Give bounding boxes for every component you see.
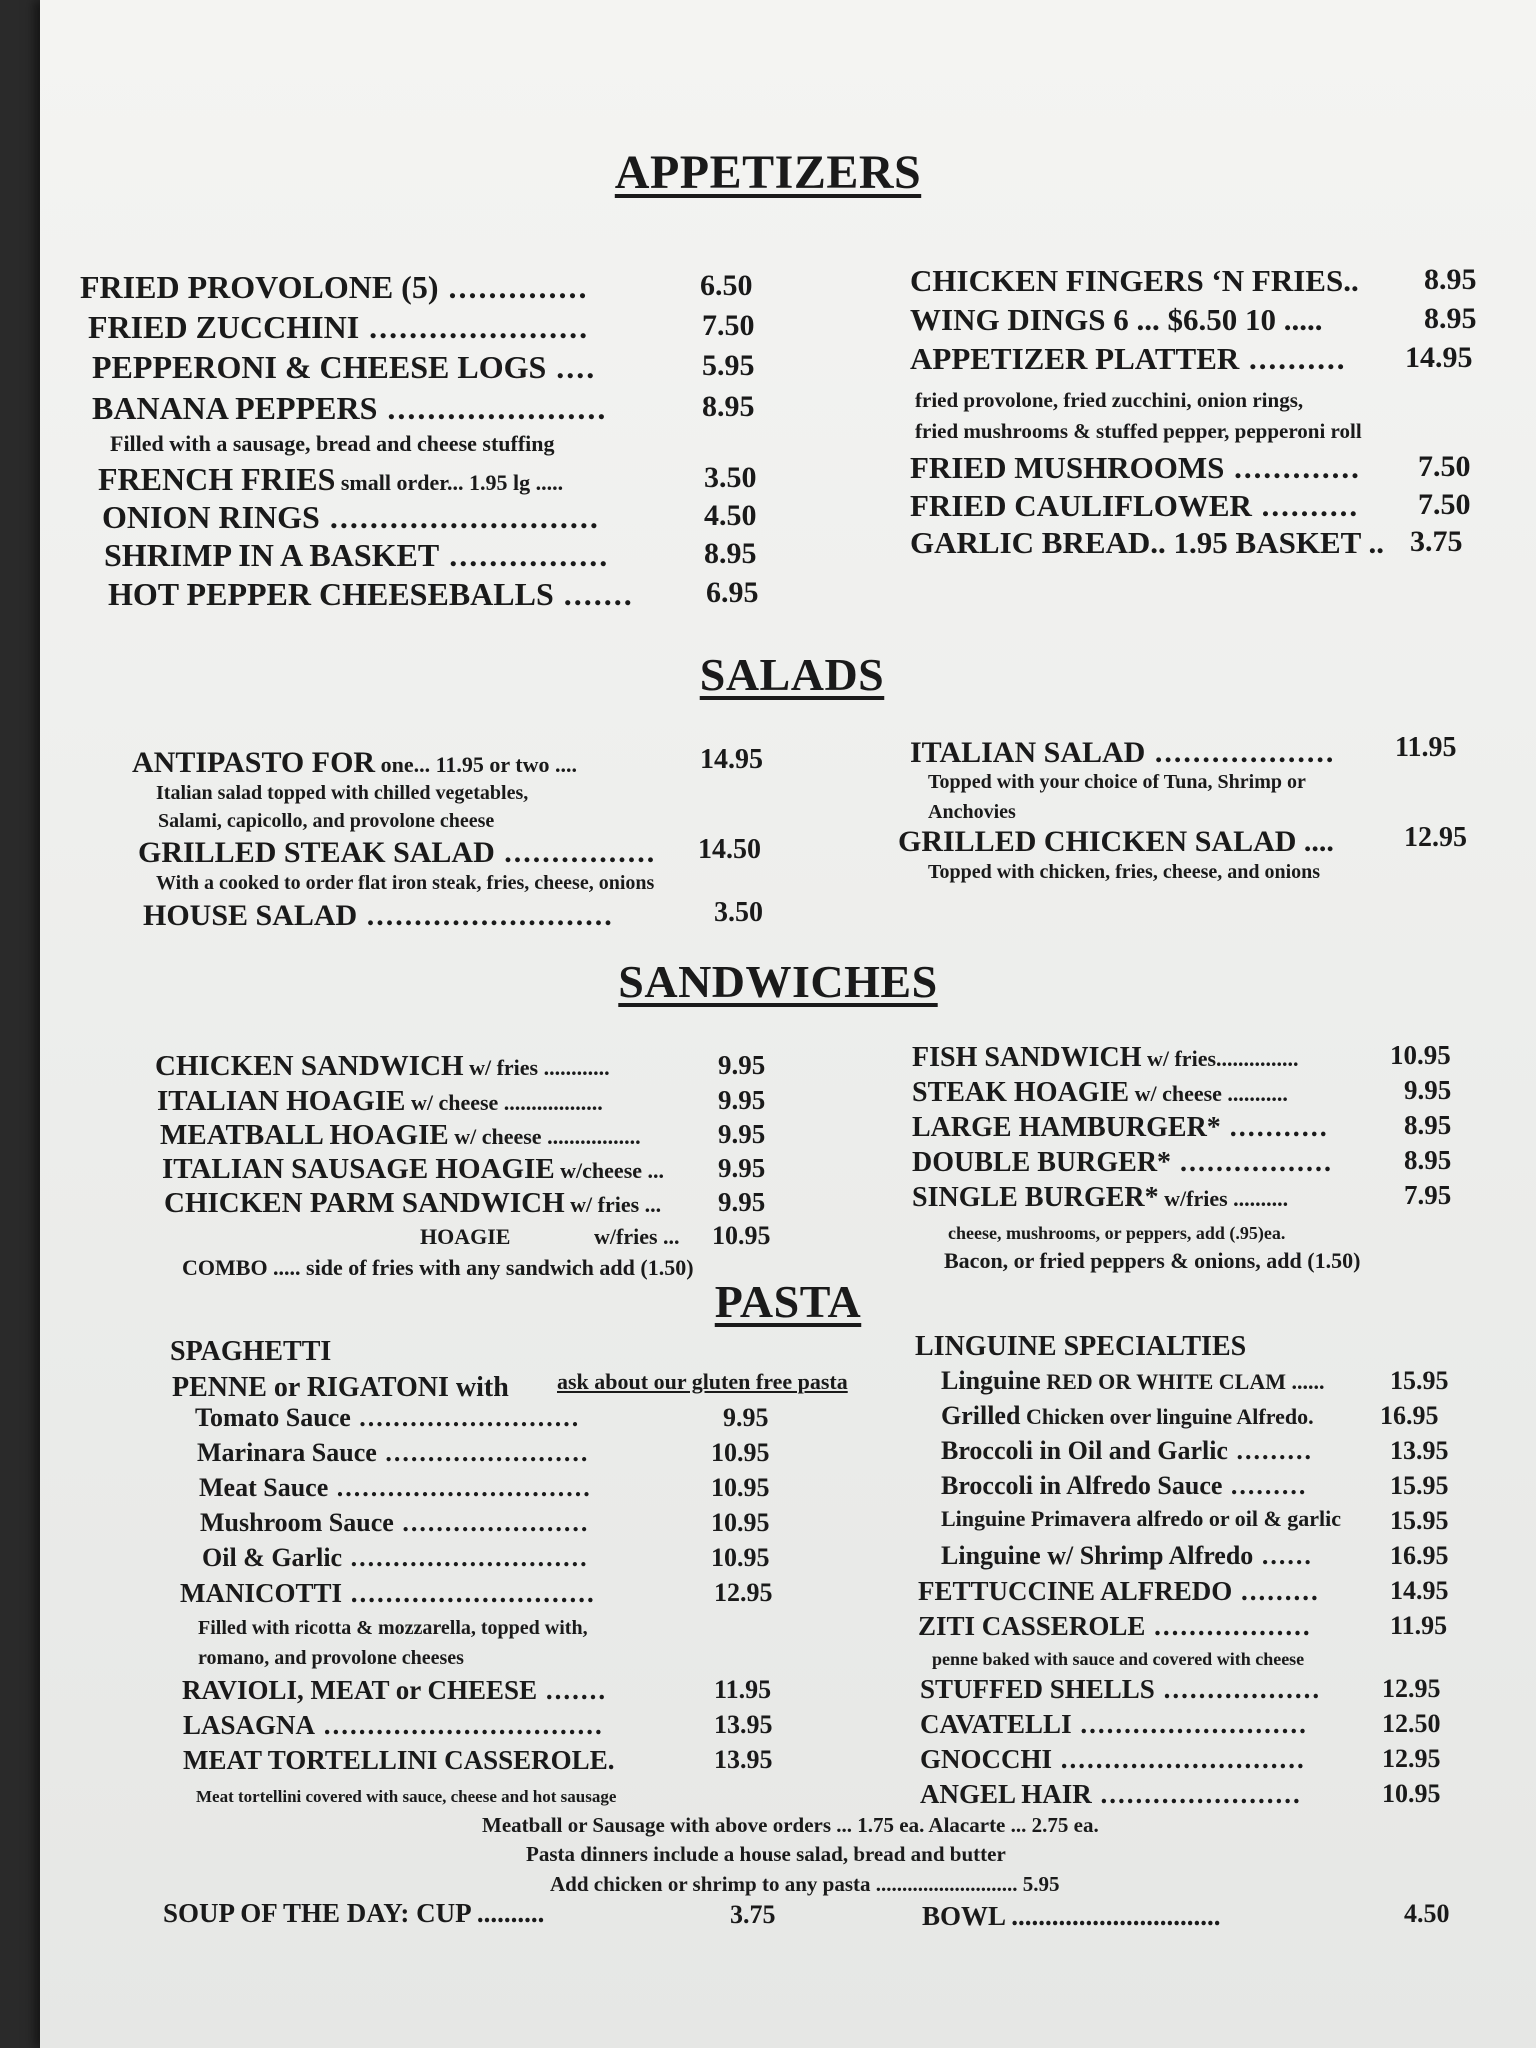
leader-dots: ...... bbox=[1253, 1541, 1313, 1570]
leader-dots: ............................ bbox=[1052, 1744, 1306, 1774]
appetizer-price: 7.50 bbox=[1418, 488, 1471, 521]
pasta-price: 12.95 bbox=[1382, 1674, 1441, 1703]
sandwich-item bbox=[160, 1121, 641, 1150]
sandwich-price: 7.95 bbox=[1404, 1180, 1452, 1210]
item-name: Meat Sauce bbox=[199, 1473, 329, 1502]
salad-desc: Salami, capicollo, and provolone cheese bbox=[158, 810, 495, 832]
sandwich-item bbox=[155, 1052, 610, 1081]
salad-item bbox=[138, 838, 656, 868]
appetizer-price: 8.95 bbox=[702, 390, 755, 423]
pasta-price: 12.50 bbox=[1382, 1709, 1441, 1738]
item-name: ITALIAN SAUSAGE HOAGIE bbox=[162, 1153, 555, 1185]
item-name: STEAK HOAGIE bbox=[912, 1077, 1130, 1108]
item-name: ANGEL HAIR bbox=[920, 1779, 1092, 1809]
item-note: w/ cheese ........... bbox=[1129, 1081, 1288, 1106]
leader-dots: ...................... bbox=[359, 309, 590, 345]
appetizer-item bbox=[102, 501, 600, 533]
item-name: CHICKEN PARM SANDWICH bbox=[164, 1187, 565, 1219]
leader-dots: ................ bbox=[494, 836, 657, 869]
appetizer-item bbox=[88, 311, 589, 343]
salad-desc: Anchovies bbox=[928, 801, 1016, 823]
appetizer-desc: Filled with a sausage, bread and cheese stuffing bbox=[110, 431, 555, 456]
pasta-price: 15.95 bbox=[1390, 1506, 1449, 1535]
pasta-price: 13.95 bbox=[1390, 1436, 1449, 1465]
item-note: w/ cheese .................. bbox=[405, 1090, 603, 1115]
sandwich-item bbox=[164, 1189, 661, 1218]
appetizer-desc: fried mushrooms & stuffed pepper, pepperoni roll bbox=[915, 419, 1362, 443]
pasta-item bbox=[920, 1781, 1302, 1808]
leader-dots: ...................... bbox=[393, 1508, 590, 1537]
appetizers-heading: APPETIZERS bbox=[614, 146, 922, 199]
appetizer-price: 8.95 bbox=[704, 537, 757, 570]
sandwich-price: 9.95 bbox=[718, 1153, 766, 1183]
item-name: SINGLE BURGER* bbox=[912, 1182, 1159, 1213]
leader-dots: ....................... bbox=[1091, 1779, 1302, 1809]
item-note: alfredo or oil & garlic bbox=[1131, 1506, 1342, 1531]
appetizer-item bbox=[80, 271, 588, 303]
pasta-heading: PASTA bbox=[714, 1276, 862, 1327]
appetizer-item bbox=[108, 578, 634, 610]
item-name: CHICKEN FINGERS ‘N FRIES.. bbox=[910, 263, 1359, 298]
appetizer-price: 6.95 bbox=[706, 576, 759, 609]
leader-dots: ............. bbox=[1224, 450, 1361, 485]
item-name: MANICOTTI bbox=[180, 1578, 343, 1608]
sandwich-price: 10.95 bbox=[1390, 1040, 1451, 1070]
appetizer-item bbox=[910, 265, 1359, 296]
leader-dots: ........................ bbox=[376, 1438, 590, 1467]
leader-dots: ................... bbox=[1145, 736, 1336, 769]
leader-dots: .............................. bbox=[328, 1473, 592, 1502]
pasta-item bbox=[182, 1677, 607, 1704]
item-name: Broccoli in Alfredo Sauce bbox=[941, 1471, 1223, 1500]
salad-item bbox=[910, 738, 1335, 768]
soup-bowl-price: 4.50 bbox=[1404, 1899, 1450, 1928]
item-name: DOUBLE BURGER* bbox=[912, 1147, 1172, 1178]
salad-item bbox=[898, 827, 1334, 857]
pasta-desc: Meat tortellini covered with sauce, cheese and hot sausage bbox=[196, 1787, 617, 1806]
pasta-item bbox=[920, 1746, 1306, 1773]
appetizer-price: 7.50 bbox=[702, 309, 755, 342]
leader-dots: ............................ bbox=[342, 1543, 589, 1572]
soup-bowl-label: BOWL ............................... bbox=[922, 1901, 1221, 1931]
soup-cup-price: 3.75 bbox=[730, 1900, 776, 1929]
leader-dots: ...................... bbox=[377, 390, 608, 426]
pasta-item bbox=[200, 1510, 589, 1536]
pasta-item bbox=[941, 1543, 1313, 1569]
pasta-desc: romano, and provolone cheeses bbox=[198, 1647, 464, 1669]
item-name: LASAGNA bbox=[183, 1710, 316, 1740]
sandwich-item bbox=[912, 1114, 1329, 1142]
salad-desc: Italian salad topped with chilled vegetables, bbox=[156, 782, 529, 804]
item-note: w/ cheese ................. bbox=[448, 1124, 641, 1149]
item-note: RED OR WHITE CLAM ...... bbox=[1040, 1369, 1325, 1394]
sandwich-price: 9.95 bbox=[718, 1050, 766, 1080]
leader-dots: .......................... bbox=[350, 1403, 581, 1432]
item-name: GRILLED STEAK SALAD bbox=[138, 836, 495, 869]
leader-dots: ........... bbox=[1220, 1112, 1329, 1143]
leader-dots: ............................ bbox=[342, 1578, 596, 1608]
sandwich-price: 9.95 bbox=[718, 1085, 766, 1115]
pasta-price: 15.95 bbox=[1390, 1366, 1449, 1395]
sandwich-price: 9.95 bbox=[718, 1187, 766, 1217]
salad-price: 12.95 bbox=[1404, 822, 1467, 853]
appetizer-item bbox=[910, 452, 1361, 483]
sandwich-price: 10.95 bbox=[712, 1221, 771, 1250]
item-note: w/ fries ... bbox=[564, 1192, 662, 1217]
pasta-item bbox=[920, 1676, 1321, 1703]
leader-dots: ......... bbox=[1222, 1471, 1308, 1500]
item-name: FRENCH FRIES bbox=[98, 461, 336, 497]
sandwich-item bbox=[912, 1149, 1333, 1177]
appetizer-price: 6.50 bbox=[700, 269, 753, 302]
item-name: BANANA PEPPERS bbox=[92, 390, 378, 426]
leader-dots: .......... bbox=[1239, 341, 1347, 376]
pasta-price: 13.95 bbox=[714, 1710, 773, 1739]
pasta-penne: PENNE or RIGATONI with bbox=[172, 1372, 509, 1403]
item-name: MEATBALL HOAGIE bbox=[160, 1119, 449, 1151]
appetizer-item bbox=[92, 392, 607, 424]
pasta-item bbox=[202, 1545, 589, 1571]
appetizer-price: 8.95 bbox=[1424, 302, 1477, 335]
pasta-desc: penne baked with sauce and covered with cheese bbox=[932, 1649, 1305, 1669]
item-name: FRIED PROVOLONE (5) bbox=[80, 269, 439, 305]
appetizer-desc: fried provolone, fried zucchini, onion rings, bbox=[915, 388, 1304, 412]
salad-desc: Topped with chicken, fries, cheese, and onions bbox=[928, 861, 1321, 883]
leader-dots: .................. bbox=[1154, 1674, 1322, 1704]
sandwich-item bbox=[912, 1184, 1288, 1212]
pasta-price: 13.95 bbox=[714, 1745, 773, 1774]
pasta-item bbox=[941, 1368, 1325, 1394]
leader-dots: .......... bbox=[1251, 488, 1360, 523]
leader-dots: .... bbox=[546, 349, 597, 385]
item-name: ZITI CASSEROLE bbox=[918, 1611, 1146, 1641]
pasta-price: 10.95 bbox=[711, 1543, 770, 1572]
pasta-item bbox=[918, 1578, 1320, 1605]
item-name: ITALIAN HOAGIE bbox=[157, 1085, 406, 1117]
item-name: STUFFED SHELLS bbox=[920, 1674, 1155, 1704]
leader-dots: .............. bbox=[438, 269, 589, 305]
appetizer-item bbox=[98, 463, 563, 495]
sandwich-hoagie-note: w/fries ... bbox=[594, 1224, 680, 1249]
sandwich-item bbox=[157, 1087, 603, 1116]
pasta-item bbox=[941, 1508, 1341, 1530]
appetizer-item bbox=[104, 539, 609, 571]
item-note: w/fries .......... bbox=[1158, 1186, 1289, 1211]
pasta-spaghetti: SPAGHETTI bbox=[170, 1336, 332, 1367]
item-name: Oil & Garlic bbox=[202, 1543, 343, 1572]
item-name: Broccoli in Oil and Garlic bbox=[941, 1436, 1228, 1465]
pasta-price: 16.95 bbox=[1390, 1541, 1449, 1570]
leader-dots: ................................ bbox=[315, 1710, 604, 1740]
linguine-title: LINGUINE SPECIALTIES bbox=[915, 1331, 1247, 1362]
pasta-item bbox=[199, 1475, 592, 1501]
sandwich-price: 8.95 bbox=[1404, 1145, 1452, 1175]
pasta-price: 16.95 bbox=[1380, 1401, 1439, 1430]
salad-desc: Topped with your choice of Tuna, Shrimp or bbox=[928, 771, 1306, 793]
pasta-item bbox=[180, 1580, 596, 1607]
pasta-item bbox=[183, 1712, 604, 1739]
item-name: Mushroom Sauce bbox=[200, 1508, 394, 1537]
pasta-item bbox=[183, 1747, 614, 1774]
pasta-price: 12.95 bbox=[1382, 1744, 1441, 1773]
item-note: Chicken over linguine Alfredo. bbox=[1020, 1404, 1314, 1429]
item-name: RAVIOLI, MEAT or CHEESE bbox=[182, 1675, 538, 1705]
appetizer-price: 3.50 bbox=[704, 461, 757, 494]
item-name: FISH SANDWICH bbox=[912, 1042, 1142, 1073]
leader-dots: ....... bbox=[537, 1675, 608, 1705]
appetizer-item bbox=[910, 527, 1384, 558]
appetizer-price: 4.50 bbox=[704, 499, 757, 532]
sandwich-item bbox=[162, 1155, 664, 1184]
item-name: LARGE HAMBURGER* bbox=[912, 1112, 1221, 1143]
salads-heading: SALADS bbox=[699, 649, 885, 700]
item-name: MEAT TORTELLINI CASSEROLE. bbox=[183, 1745, 615, 1775]
pasta-note: Pasta dinners include a house salad, bread and butter bbox=[526, 1842, 1006, 1866]
item-name: GRILLED CHICKEN SALAD .... bbox=[898, 825, 1334, 858]
item-note: w/ fries ............ bbox=[463, 1055, 610, 1080]
pasta-price: 11.95 bbox=[1390, 1611, 1448, 1640]
item-name: FRIED CAULIFLOWER bbox=[910, 488, 1252, 523]
salad-item bbox=[143, 901, 614, 931]
pasta-item bbox=[920, 1711, 1308, 1738]
gluten-free-note: ask about our gluten free pasta bbox=[557, 1369, 848, 1394]
sandwich-price: 8.95 bbox=[1404, 1110, 1452, 1140]
item-name: CAVATELLI bbox=[920, 1709, 1072, 1739]
pasta-item bbox=[918, 1613, 1312, 1640]
salad-price: 14.50 bbox=[698, 834, 761, 865]
pasta-price: 14.95 bbox=[1390, 1576, 1449, 1605]
item-note: w/ fries............... bbox=[1141, 1046, 1299, 1071]
item-note: w/cheese ... bbox=[554, 1158, 665, 1183]
sandwich-item bbox=[912, 1079, 1288, 1107]
pasta-note: Meatball or Sausage with above orders ... 1.75 ea. Alacarte ... 2.75 ea. bbox=[482, 1813, 1099, 1837]
pasta-price: 15.95 bbox=[1390, 1471, 1449, 1500]
leader-dots: ........................... bbox=[319, 499, 600, 535]
pasta-item bbox=[197, 1440, 589, 1466]
leader-dots: .......................... bbox=[1071, 1709, 1308, 1739]
appetizer-item bbox=[910, 304, 1323, 335]
item-name: HOUSE SALAD bbox=[143, 899, 358, 932]
item-name: Linguine bbox=[941, 1366, 1041, 1395]
leader-dots: ......... bbox=[1227, 1436, 1313, 1465]
soup-label: SOUP OF THE DAY: CUP .......... bbox=[163, 1898, 545, 1928]
item-name: ANTIPASTO FOR bbox=[132, 746, 376, 779]
appetizer-price: 5.95 bbox=[702, 349, 755, 382]
appetizer-item bbox=[910, 490, 1359, 521]
item-name: Marinara Sauce bbox=[197, 1438, 377, 1467]
item-name: Linguine Primavera bbox=[941, 1506, 1132, 1531]
pasta-price: 10.95 bbox=[711, 1473, 770, 1502]
pasta-item bbox=[941, 1473, 1307, 1499]
leader-dots: .......................... bbox=[357, 899, 614, 932]
appetizer-price: 7.50 bbox=[1418, 450, 1471, 483]
item-note: small order... 1.95 lg ..... bbox=[335, 470, 564, 495]
appetizer-item bbox=[910, 343, 1347, 374]
appetizer-item bbox=[92, 351, 596, 383]
item-name: ONION RINGS bbox=[102, 499, 320, 535]
pasta-price: 10.95 bbox=[711, 1508, 770, 1537]
leader-dots: .................. bbox=[1145, 1611, 1312, 1641]
item-name: FRIED MUSHROOMS bbox=[910, 450, 1225, 485]
pasta-item bbox=[941, 1438, 1313, 1464]
pasta-price: 10.95 bbox=[711, 1438, 770, 1467]
item-name: Tomato Sauce bbox=[195, 1403, 351, 1432]
appetizer-price: 3.75 bbox=[1410, 525, 1463, 558]
item-note: one... 11.95 or two .... bbox=[375, 752, 577, 777]
pasta-price: 9.95 bbox=[723, 1403, 769, 1432]
salad-price: 14.95 bbox=[700, 744, 763, 775]
item-name: CHICKEN SANDWICH bbox=[155, 1050, 464, 1082]
pasta-price: 11.95 bbox=[714, 1675, 772, 1704]
salad-price: 3.50 bbox=[714, 897, 763, 928]
appetizer-price: 14.95 bbox=[1405, 341, 1473, 374]
pasta-item bbox=[195, 1405, 580, 1431]
sandwich-price: 9.95 bbox=[718, 1119, 766, 1149]
pasta-note: Add chicken or shrimp to any pasta ........................... 5.95 bbox=[550, 1872, 1060, 1896]
item-name: WING DINGS 6 ... $6.50 10 ..... bbox=[910, 302, 1323, 337]
salad-item bbox=[132, 748, 577, 778]
item-name: APPETIZER PLATTER bbox=[910, 341, 1240, 376]
item-name: FRIED ZUCCHINI bbox=[88, 309, 360, 345]
item-name: GARLIC BREAD.. 1.95 BASKET .. bbox=[910, 525, 1384, 560]
item-name: Linguine w/ Shrimp Alfredo bbox=[941, 1541, 1254, 1570]
item-name: Grilled bbox=[941, 1401, 1021, 1430]
item-name: PEPPERONI & CHEESE LOGS bbox=[92, 349, 547, 385]
appetizer-price: 8.95 bbox=[1424, 263, 1477, 296]
sandwich-item bbox=[912, 1044, 1299, 1072]
leader-dots: ................. bbox=[1171, 1147, 1334, 1178]
item-name: SHRIMP IN A BASKET bbox=[104, 537, 440, 573]
item-name: FETTUCCINE ALFREDO bbox=[918, 1576, 1233, 1606]
leader-dots: ......... bbox=[1232, 1576, 1320, 1606]
item-name: HOT PEPPER CHEESEBALLS bbox=[108, 576, 554, 612]
leader-dots: ....... bbox=[553, 576, 634, 612]
item-name: ITALIAN SALAD bbox=[910, 736, 1146, 769]
leader-dots: ................ bbox=[439, 537, 610, 573]
salad-desc: With a cooked to order flat iron steak, fries, cheese, onions bbox=[156, 872, 655, 894]
combo-note: COMBO ..... side of fries with any sandwich add (1.50) bbox=[182, 1255, 694, 1280]
sandwich-addon: cheese, mushrooms, or peppers, add (.95)ea. bbox=[948, 1223, 1286, 1243]
sandwich-addon: Bacon, or fried peppers & onions, add (1.50) bbox=[944, 1248, 1361, 1273]
salad-price: 11.95 bbox=[1395, 732, 1457, 763]
sandwiches-heading: SANDWICHES bbox=[618, 956, 938, 1007]
pasta-price: 12.95 bbox=[714, 1578, 773, 1607]
sandwich-hoagie-label: HOAGIE bbox=[420, 1224, 511, 1249]
pasta-item bbox=[941, 1403, 1314, 1429]
sandwich-price: 9.95 bbox=[1404, 1075, 1452, 1105]
pasta-price: 10.95 bbox=[1382, 1779, 1441, 1808]
pasta-desc: Filled with ricotta & mozzarella, topped with, bbox=[198, 1617, 588, 1639]
item-name: GNOCCHI bbox=[920, 1744, 1053, 1774]
